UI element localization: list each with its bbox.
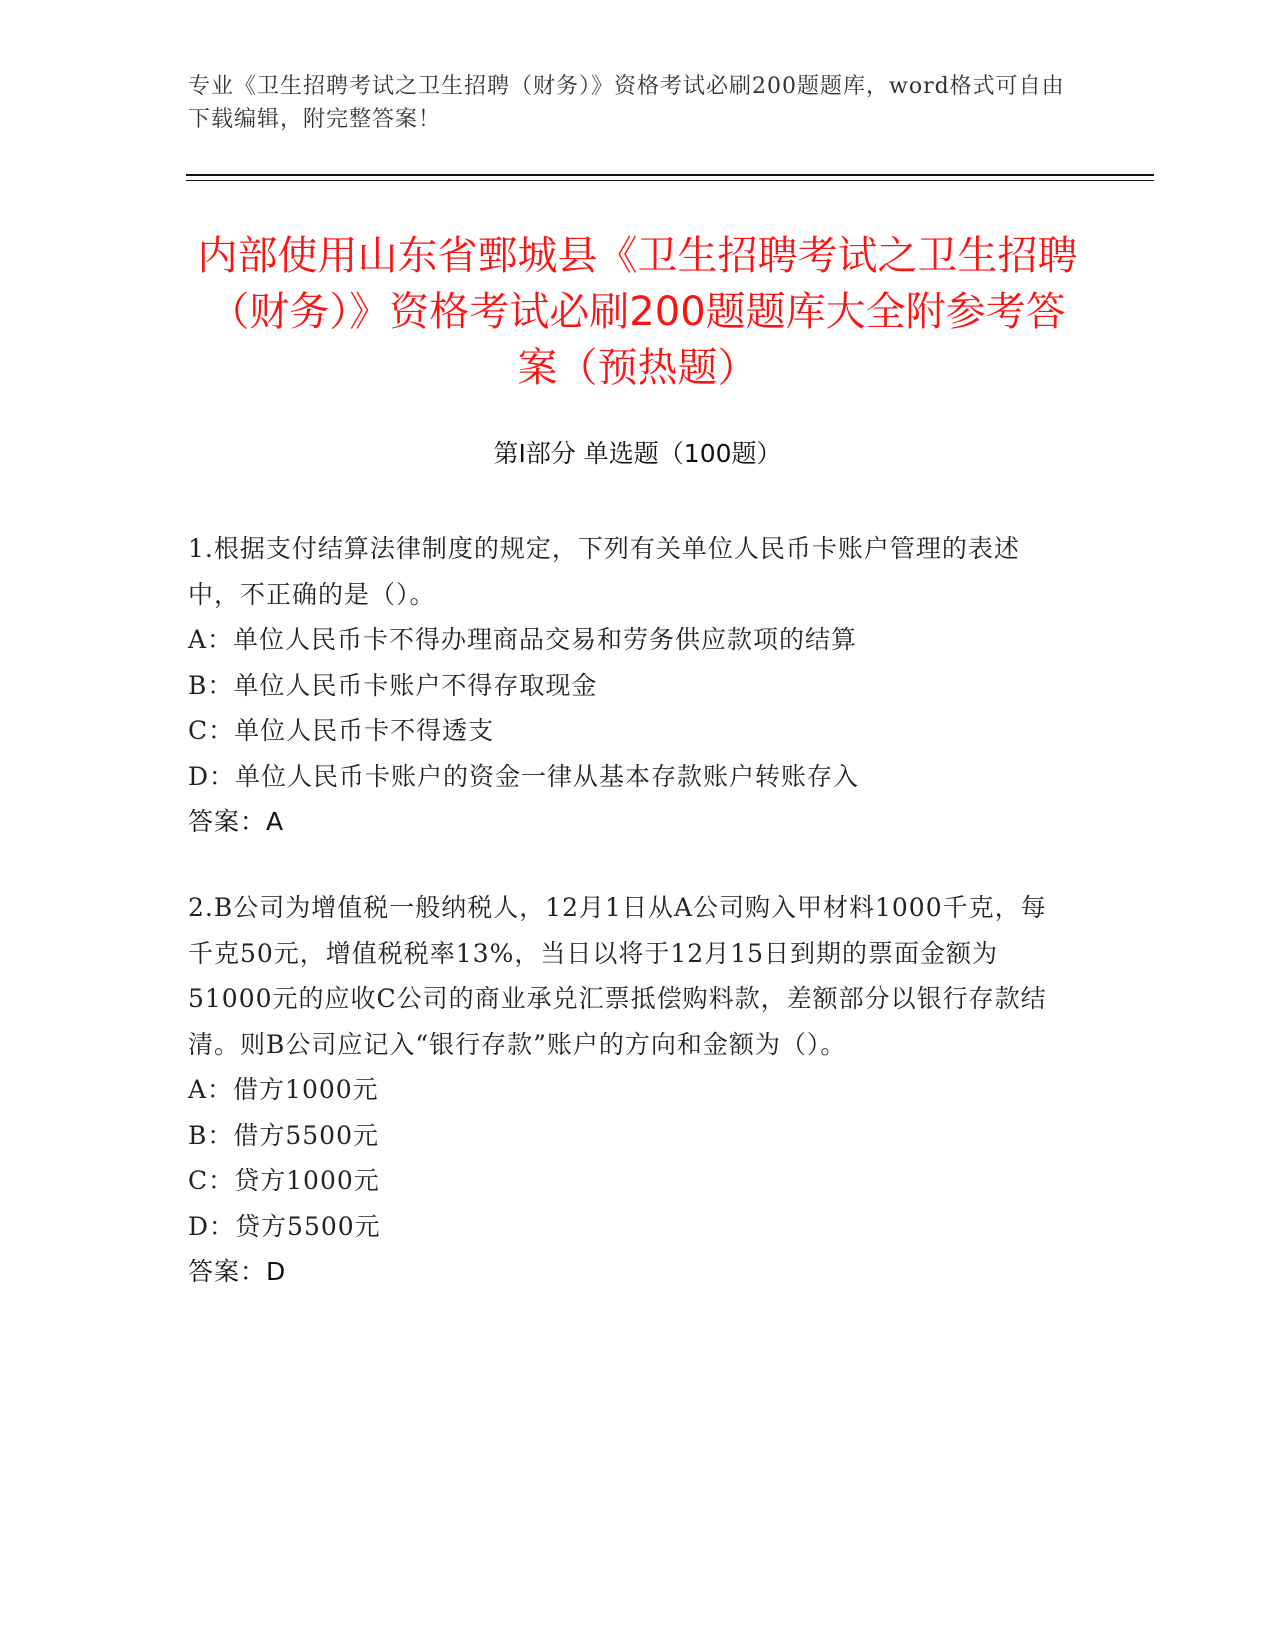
question-2 <box>188 885 1068 1295</box>
question-1-answer: 答案：A <box>188 807 285 836</box>
header-divider-thick <box>186 174 1154 176</box>
document-title: 内部使用山东省鄄城县《卫生招聘考试之卫生招聘（财务）》资格考试必刷200题题库大全附参考答案（预热题） <box>197 233 1078 391</box>
question-1-option-b: B：单位人民币卡账户不得存取现金 <box>188 670 598 700</box>
question-1-option-d: D：单位人民币卡账户的资金一律从基本存款账户转账存入 <box>188 761 860 791</box>
question-2-option-a: A：借方1000元 <box>188 1075 379 1104</box>
question-2-stem: 2.B公司为增值税一般纳税人，12月1日从A公司购入甲材料1000千克，每千克50元，增值税税率13%，当日以将于12月15日到期的票面金额为51000元的应收C公司的商业承兑汇票抵偿购料款，差额部分以银行存款结清。则B公司应记入“银行存款”账户的方向和金额为（）。 <box>188 893 1047 1059</box>
question-1-option-a: A：单位人民币卡不得办理商品交易和劳务供应款项的结算 <box>188 625 858 654</box>
question-1 <box>188 526 1068 845</box>
section-heading: 第Ⅰ部分 单选题（100题） <box>493 439 782 468</box>
question-2-answer: 答案：D <box>188 1257 287 1286</box>
question-2-option-b: B：借方5500元 <box>188 1120 379 1150</box>
question-1-option-c: C：单位人民币卡不得透支 <box>188 716 495 745</box>
question-1-stem: 1.根据支付结算法律制度的规定，下列有关单位人民币卡账户管理的表述中，不正确的是（）。 <box>188 534 1020 609</box>
question-2-option-d: D：贷方5500元 <box>188 1211 381 1241</box>
question-2-option-c: C：贷方1000元 <box>188 1166 380 1195</box>
header-divider-thin <box>186 180 1154 181</box>
header-intro-text: 专业《卫生招聘考试之卫生招聘（财务）》资格考试必刷200题题库，word格式可自由下载编辑，附完整答案！ <box>188 74 1065 132</box>
